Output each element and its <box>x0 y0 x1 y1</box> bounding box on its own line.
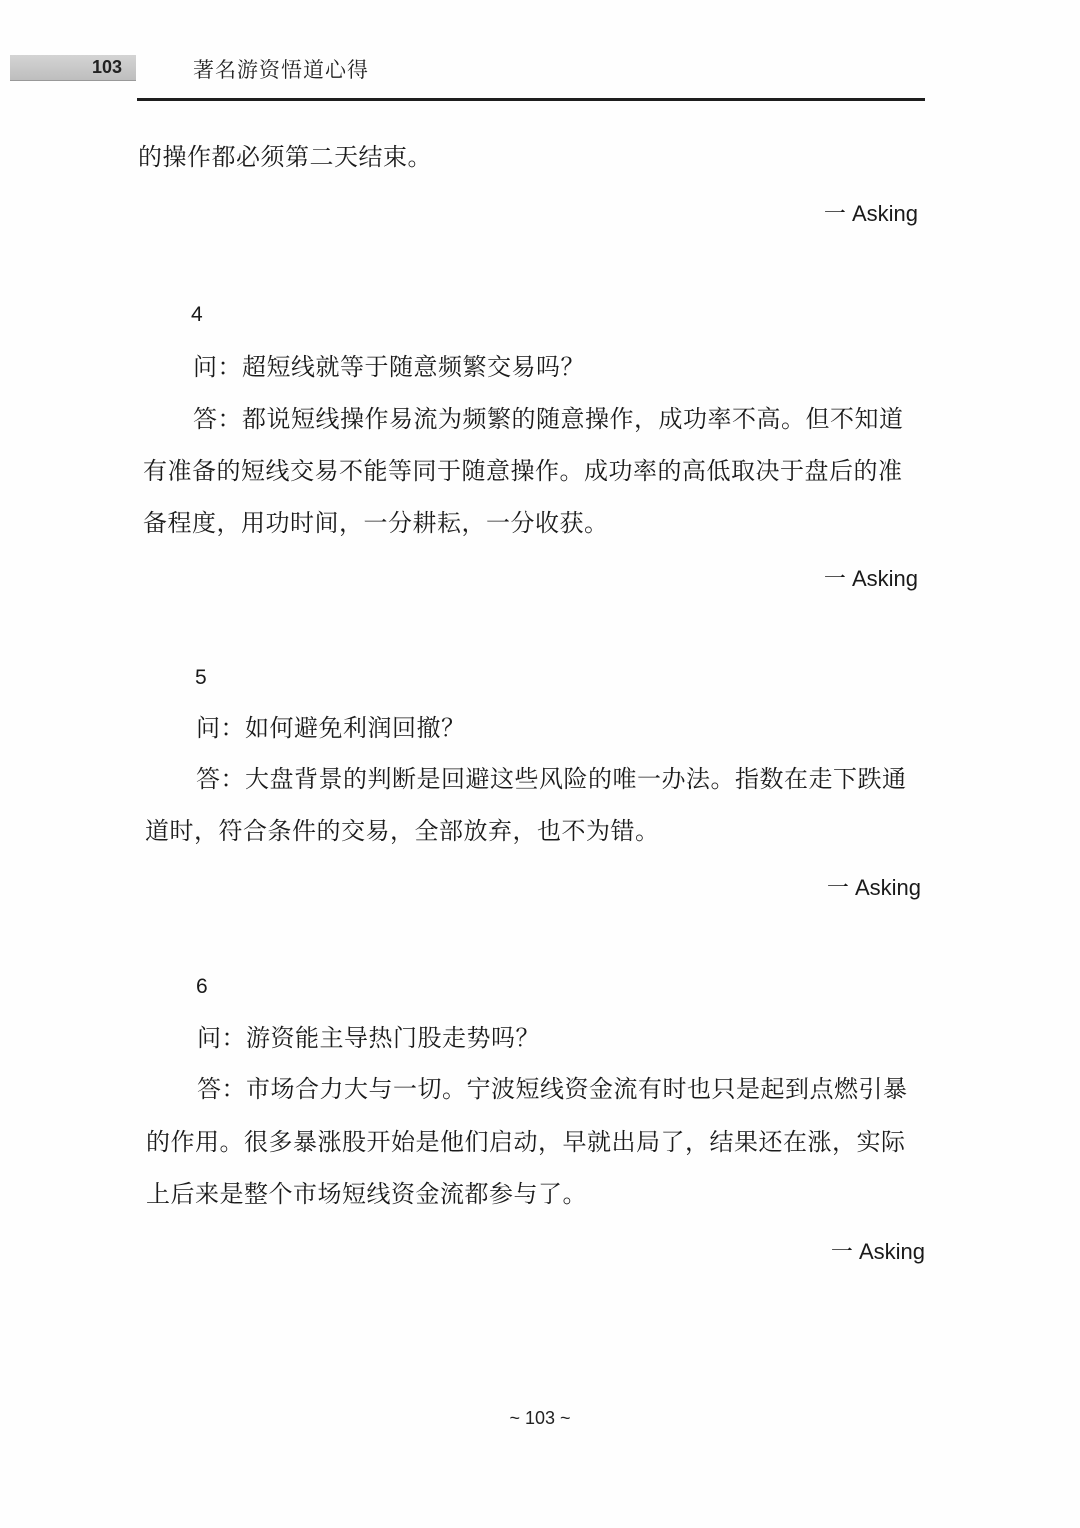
signature: 一 Asking <box>826 875 921 900</box>
answer-line: 备程度，用功时间，一分耕耘，一分收获。 <box>143 509 609 537</box>
answer-line: 答：都说短线操作易流为频繁的随意操作，成功率不高。但不知道 <box>193 405 904 433</box>
question-text: 问：超短线就等于随意频繁交易吗？ <box>193 353 585 381</box>
footer-page-label: ~ 103 ~ <box>509 1408 571 1428</box>
entry-number: 6 <box>196 975 208 998</box>
signature: 一 Asking <box>830 1239 925 1264</box>
answer-line: 答：大盘背景的判断是回避这些风险的唯一办法。指数在走下跌通 <box>196 765 907 793</box>
entry-number: 5 <box>195 666 207 689</box>
entry-number: 4 <box>191 303 203 326</box>
continuation-text: 的操作都必须第二天结束。 <box>138 143 432 171</box>
answer-line: 答：市场合力大与一切。宁波短线资金流有时也只是起到点燃引暴 <box>197 1075 908 1103</box>
answer-line: 道时，符合条件的交易，全部放弃，也不为错。 <box>145 817 660 845</box>
answer-line: 上后来是整个市场短线资金流都参与了。 <box>146 1180 587 1208</box>
page-number: 103 <box>91 57 122 77</box>
signature: 一 Asking <box>823 201 918 226</box>
answer-line: 有准备的短线交易不能等同于随意操作。成功率的高低取决于盘后的准 <box>143 457 903 485</box>
question-text: 问：游资能主导热门股走势吗？ <box>197 1024 540 1052</box>
signature: 一 Asking <box>823 566 918 591</box>
book-title: 著名游资悟道心得 <box>193 58 369 82</box>
header-rule <box>137 98 925 101</box>
question-text: 问：如何避免利润回撤？ <box>196 714 466 742</box>
answer-line: 的作用。很多暴涨股开始是他们启动，早就出局了，结果还在涨，实际 <box>146 1128 906 1156</box>
page-number-tab <box>10 55 136 81</box>
